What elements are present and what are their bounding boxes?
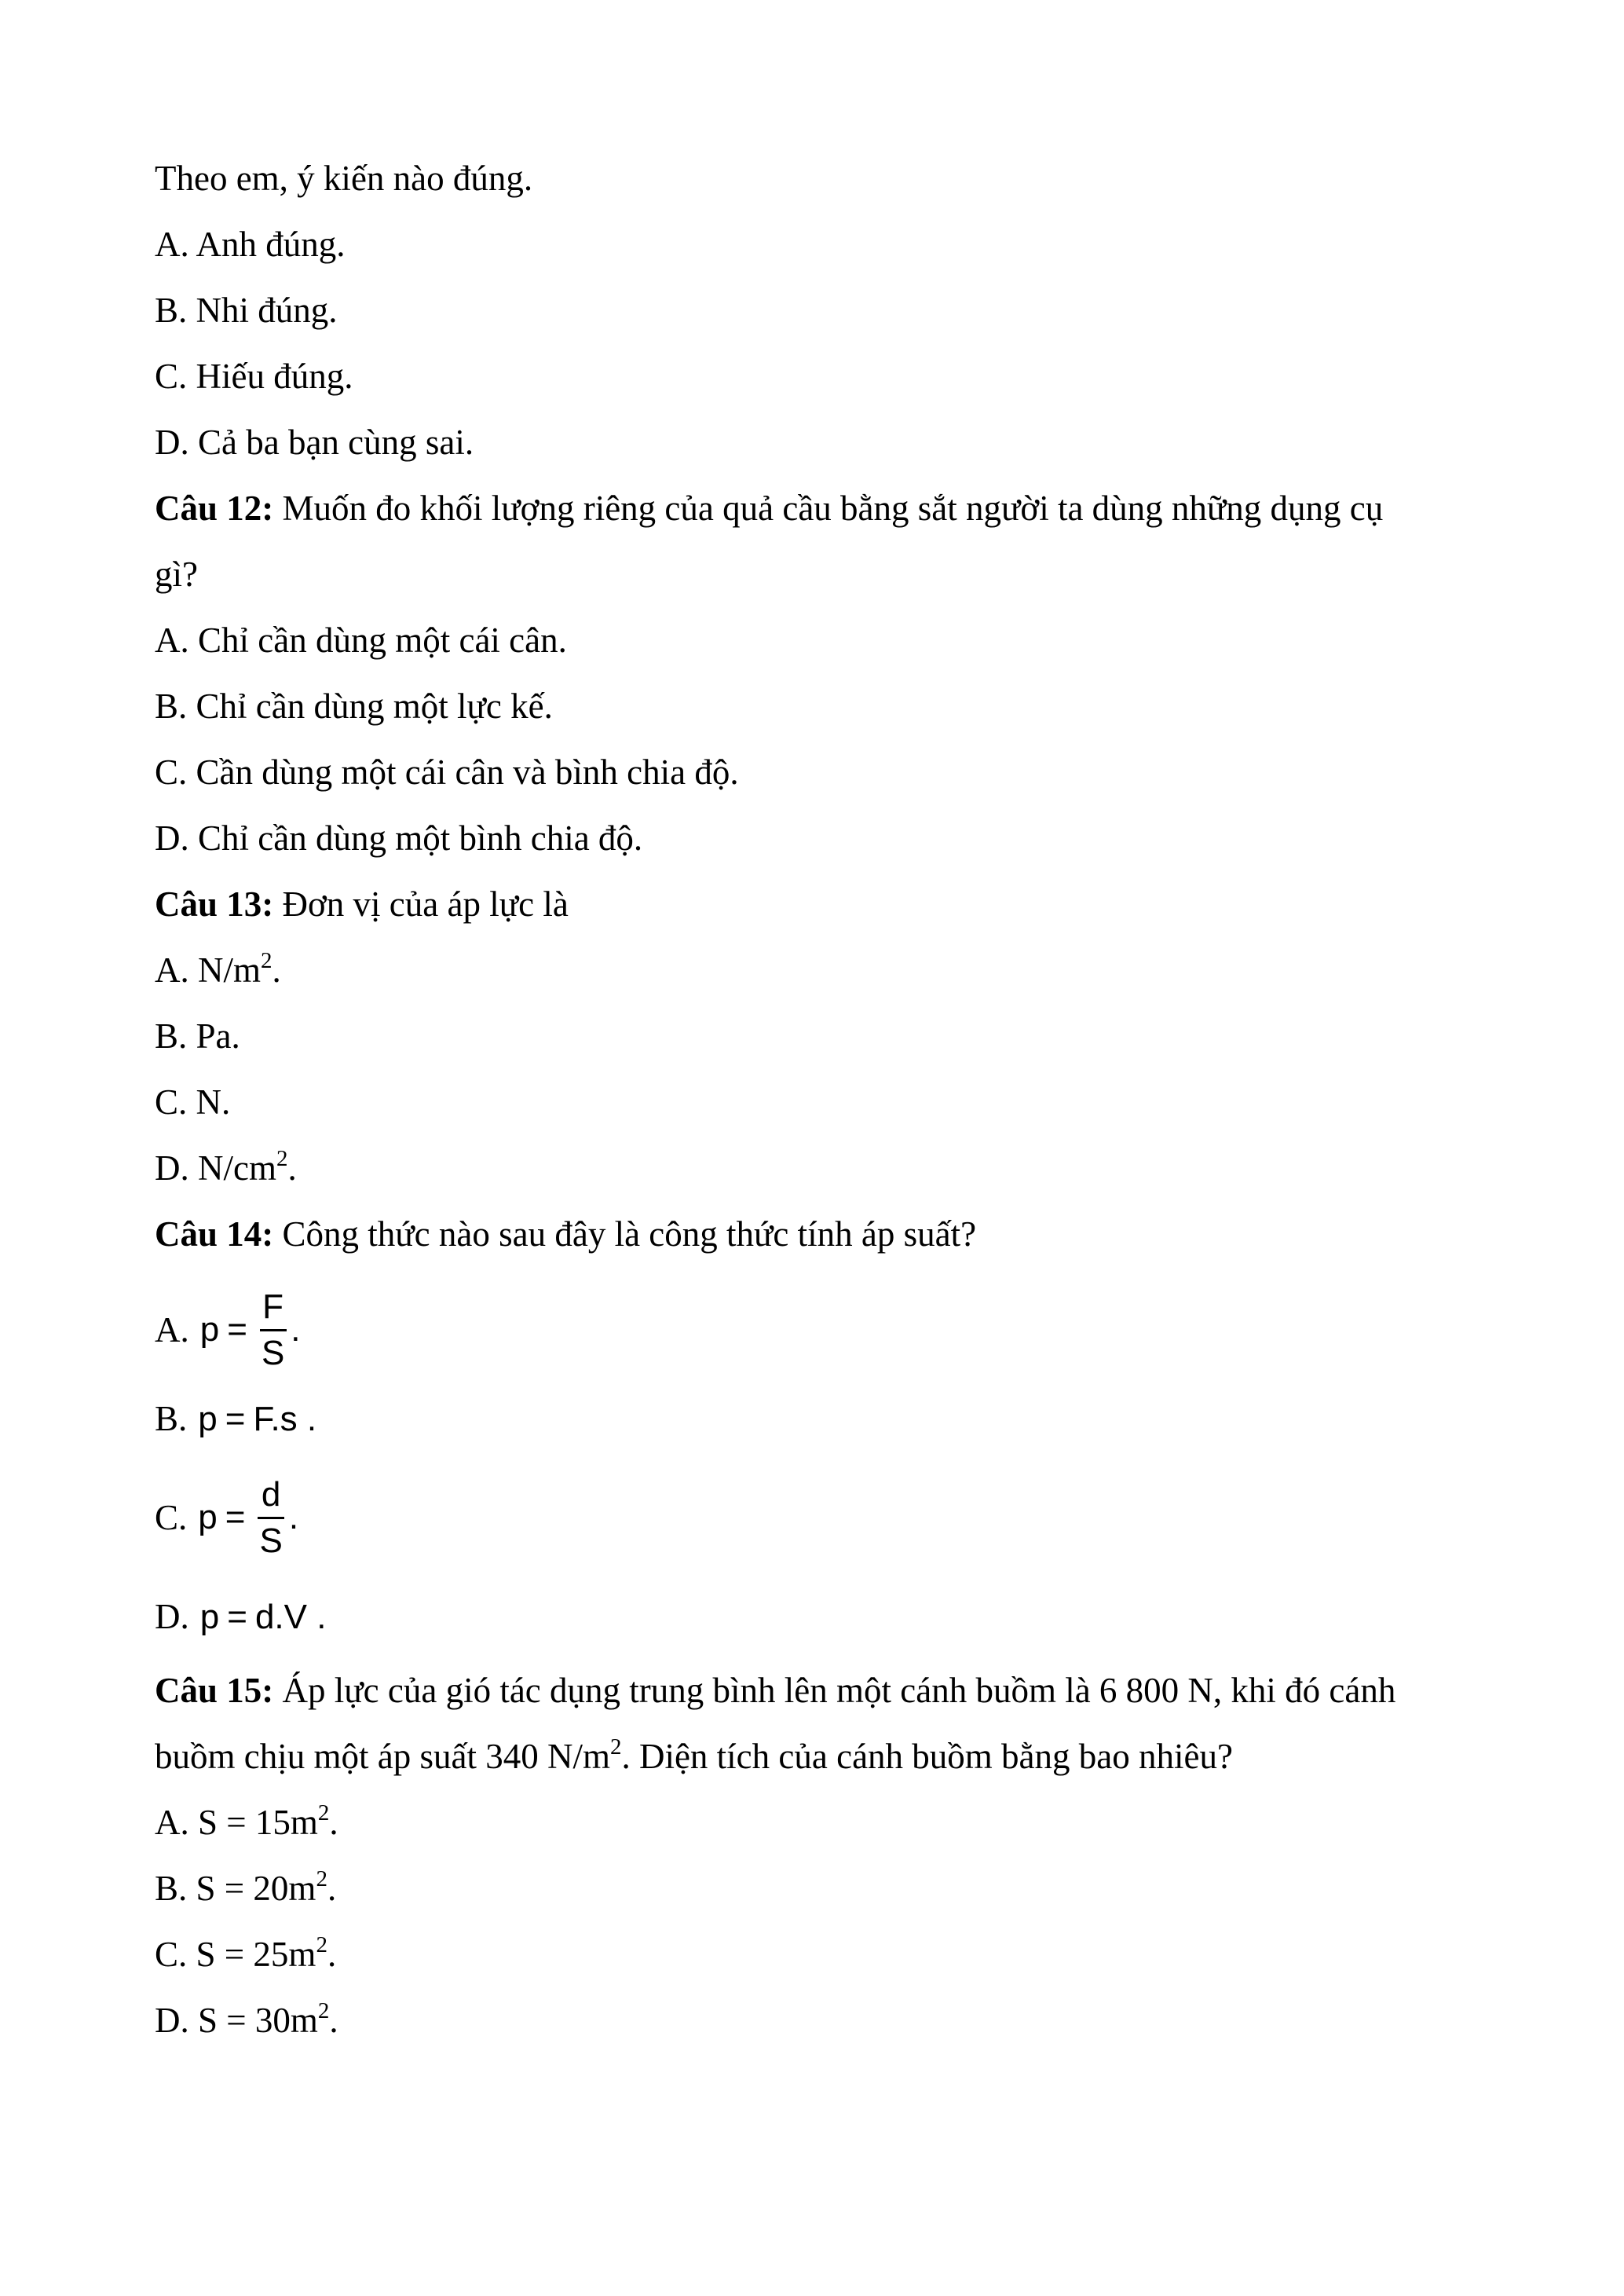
q14-stem: [155, 1212, 976, 1256]
q14-option-c-letter: C.: [155, 1498, 188, 1537]
q14-option-c: [155, 1463, 298, 1573]
q15-option-a: A. $S = 15m^2$.: [155, 1800, 338, 1842]
q13-option-a: A. $N/m^2$.: [155, 948, 281, 990]
q12-option-b: B. Chỉ cần dùng một lực kế.: [155, 687, 553, 726]
q12-stem: [155, 486, 1383, 530]
q14-option-a-letter: A.: [155, 1310, 189, 1349]
q14-option-a-formula: p = $\frac{F}{S}$ .: [199, 1287, 301, 1372]
q12-label: Câu 12:: [155, 489, 274, 528]
q12-text-line1: Muốn đo khối lượng riêng của quả cầu bằng sắt người ta dùng những dụng cụ: [273, 489, 1384, 528]
q11-option-a: A. Anh đúng.: [155, 225, 346, 264]
q13-option-d: D. $N/cm^2$.: [155, 1146, 297, 1188]
q13-text: Đơn vị của áp lực là: [273, 884, 569, 924]
q14-label: Câu 14:: [155, 1214, 274, 1254]
q12-text-line2: gì?: [155, 555, 198, 594]
intro-text: Theo em, ý kiến nào đúng.: [155, 159, 533, 198]
q15-option-c: C. $S = 25m^2$.: [155, 1932, 337, 1974]
q15-stem: [155, 1668, 1395, 1712]
q14-text: Công thức nào sau đây là công thức tính áp suất?: [273, 1214, 977, 1254]
q15-option-d: D. $S = 30m^2$.: [155, 1998, 338, 2040]
q15-text-line2: buồm chịu một áp suất 340 $N/m^2$. Diện tích của cánh buồm bằng bao nhiêu?: [155, 1734, 1233, 1776]
fraction: $\frac{F}{S}$: [258, 1290, 287, 1371]
q15-label: Câu 15:: [155, 1671, 274, 1710]
fraction: $\frac{d}{S}$: [256, 1478, 285, 1558]
q14-option-d-formula: p = d.V .: [199, 1598, 327, 1636]
q12-option-c: C. Cần dùng một cái cân và bình chia độ.: [155, 753, 739, 792]
q13-label: Câu 13:: [155, 884, 274, 924]
q12-option-d: D. Chỉ cần dùng một bình chia độ.: [155, 818, 643, 858]
q14-option-c-formula: p = $\frac{d}{S}$ .: [198, 1474, 299, 1560]
q15-option-b: B. $S = 20m^2$.: [155, 1866, 337, 1908]
q11-option-c: C. Hiếu đúng.: [155, 357, 353, 396]
q14-option-a: [155, 1275, 301, 1385]
q11-option-d: D. Cả ba bạn cùng sai.: [155, 423, 474, 462]
q11-option-b: B. Nhi đúng.: [155, 291, 338, 330]
q13-stem: [155, 882, 569, 926]
q15-text-line1: Áp lực của gió tác dụng trung bình lên một cánh buồm là 6 800 N, khi đó cánh: [273, 1671, 1396, 1710]
q14-option-d: D. p = d.V .: [155, 1597, 327, 1636]
q14-option-b-formula: p = F.s .: [198, 1400, 317, 1438]
q13-option-c: C. N.: [155, 1082, 231, 1122]
q12-option-a: A. Chỉ cần dùng một cái cân.: [155, 621, 567, 660]
q13-option-b: B. Pa.: [155, 1016, 240, 1056]
q14-option-b: B. p = F.s .: [155, 1399, 317, 1438]
